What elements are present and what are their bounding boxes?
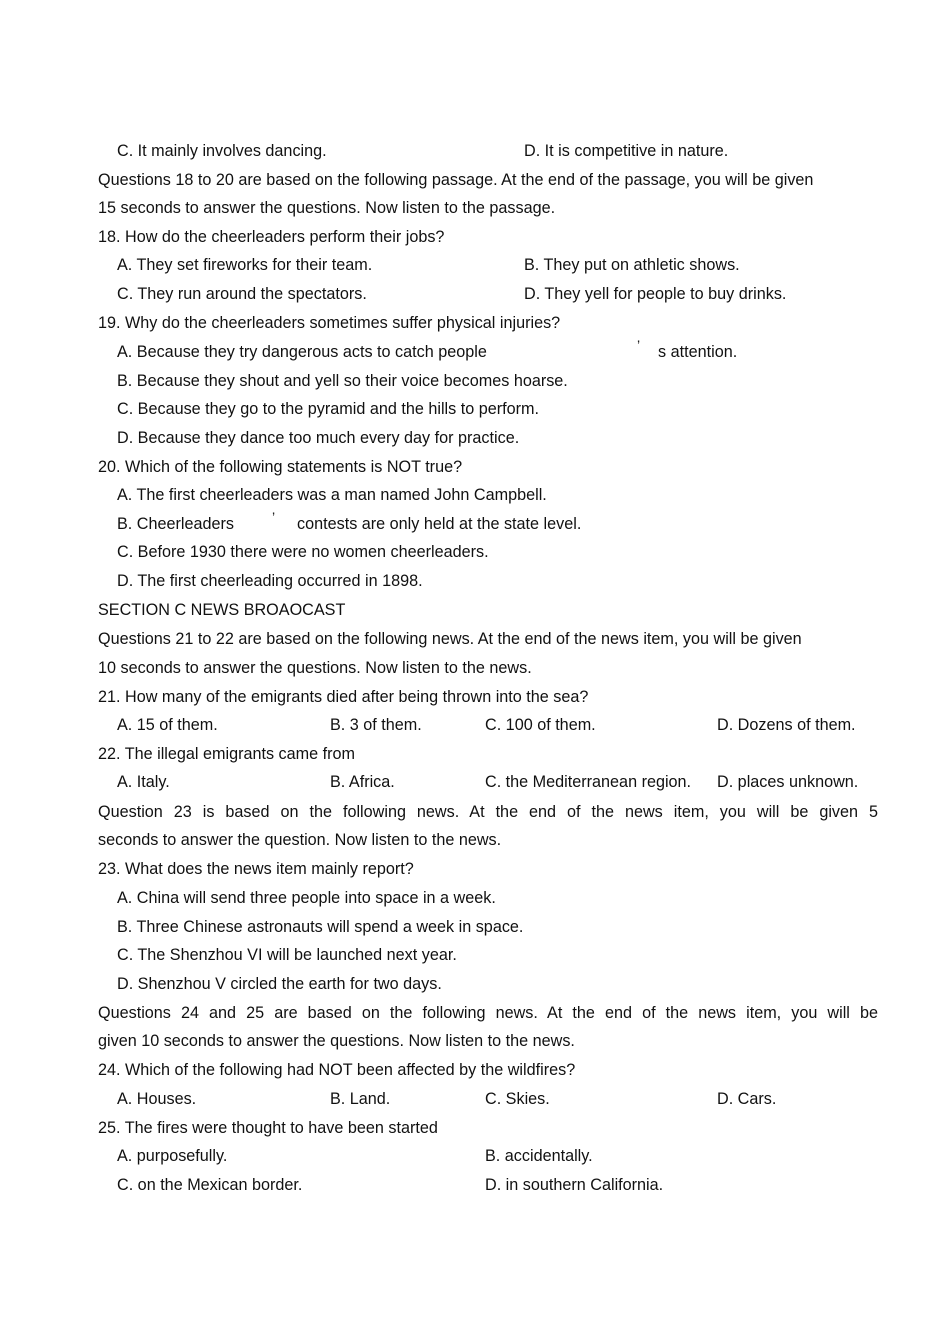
q25-stem: 25. The fires were thought to have been started: [98, 1119, 438, 1137]
q20-stem: 20. Which of the following statements is NOT true?: [98, 458, 463, 476]
q20-option-b-part2: contests are only held at the state level.: [297, 515, 582, 533]
q17-option-d: D. It is competitive in nature.: [524, 142, 729, 160]
q24-option-c: C. Skies.: [485, 1090, 550, 1108]
section-c-heading: SECTION C NEWS BROAOCAST: [98, 601, 346, 619]
q19-option-a-apostrophe: ’: [637, 337, 641, 353]
instructions-18-20-line1: Questions 18 to 20 are based on the following passage. At the end of the passage, you will be given: [98, 171, 814, 189]
q20-option-b-apostrophe: ’: [272, 509, 276, 525]
q23-option-d: D. Shenzhou V circled the earth for two days.: [117, 975, 442, 993]
q19-option-d: D. Because they dance too much every day for practice.: [117, 429, 520, 447]
q22-option-b: B. Africa.: [330, 773, 395, 791]
q21-option-c: C. 100 of them.: [485, 716, 596, 734]
q21-stem: 21. How many of the emigrants died after being thrown into the sea?: [98, 688, 589, 706]
q24-option-b: B. Land.: [330, 1090, 391, 1108]
q21-option-a: A. 15 of them.: [117, 716, 218, 734]
instructions-21-22-line1: Questions 21 to 22 are based on the following news. At the end of the news item, you will be given: [98, 630, 802, 648]
q25-option-b: B. accidentally.: [485, 1147, 593, 1165]
q20-option-c: C. Before 1930 there were no women cheerleaders.: [117, 543, 489, 561]
instructions-18-20-line2: 15 seconds to answer the questions. Now listen to the passage.: [98, 199, 556, 217]
q19-option-a-part1: A. Because they try dangerous acts to catch people: [117, 343, 487, 361]
q23-option-a: A. China will send three people into space in a week.: [117, 889, 496, 907]
instructions-23-line1: Question 23 is based on the following news. At the end of the news item, you will be given 5: [98, 803, 878, 821]
q25-option-a: A. purposefully.: [117, 1147, 228, 1165]
instructions-24-25-line2: given 10 seconds to answer the questions. Now listen to the news.: [98, 1032, 575, 1050]
q24-option-a: A. Houses.: [117, 1090, 197, 1108]
instructions-23-line2: seconds to answer the question. Now listen to the news.: [98, 831, 502, 849]
instructions-21-22-line2: 10 seconds to answer the questions. Now listen to the news.: [98, 659, 532, 677]
q23-option-b: B. Three Chinese astronauts will spend a week in space.: [117, 918, 524, 936]
q23-stem: 23. What does the news item mainly report?: [98, 860, 414, 878]
q25-option-c: C. on the Mexican border.: [117, 1176, 303, 1194]
q18-option-b: B. They put on athletic shows.: [524, 256, 740, 274]
q18-option-a: A. They set fireworks for their team.: [117, 256, 373, 274]
q19-option-c: C. Because they go to the pyramid and the hills to perform.: [117, 400, 539, 418]
q17-option-c: C. It mainly involves dancing.: [117, 142, 327, 160]
q21-option-d: D. Dozens of them.: [717, 716, 856, 734]
q22-option-c: C. the Mediterranean region.: [485, 773, 692, 791]
q19-option-b: B. Because they shout and yell so their voice becomes hoarse.: [117, 372, 568, 390]
q22-stem: 22. The illegal emigrants came from: [98, 745, 356, 763]
q18-option-c: C. They run around the spectators.: [117, 285, 367, 303]
q23-option-c: C. The Shenzhou VI will be launched next year.: [117, 946, 457, 964]
instructions-24-25-line1: Questions 24 and 25 are based on the following news. At the end of the news item, you will be: [98, 1004, 878, 1022]
q20-option-d: D. The first cheerleading occurred in 1898.: [117, 572, 423, 590]
q22-option-a: A. Italy.: [117, 773, 170, 791]
q22-option-d: D. places unknown.: [717, 773, 859, 791]
q20-option-b-part1: B. Cheerleaders: [117, 515, 234, 533]
q18-stem: 18. How do the cheerleaders perform their jobs?: [98, 228, 445, 246]
q18-option-d: D. They yell for people to buy drinks.: [524, 285, 787, 303]
q19-stem: 19. Why do the cheerleaders sometimes suffer physical injuries?: [98, 314, 561, 332]
q24-option-d: D. Cars.: [717, 1090, 777, 1108]
q24-stem: 24. Which of the following had NOT been affected by the wildfires?: [98, 1061, 576, 1079]
q20-option-a: A. The first cheerleaders was a man named John Campbell.: [117, 486, 547, 504]
q25-option-d: D. in southern California.: [485, 1176, 664, 1194]
q19-option-a-part2: s attention.: [658, 343, 738, 361]
q21-option-b: B. 3 of them.: [330, 716, 422, 734]
